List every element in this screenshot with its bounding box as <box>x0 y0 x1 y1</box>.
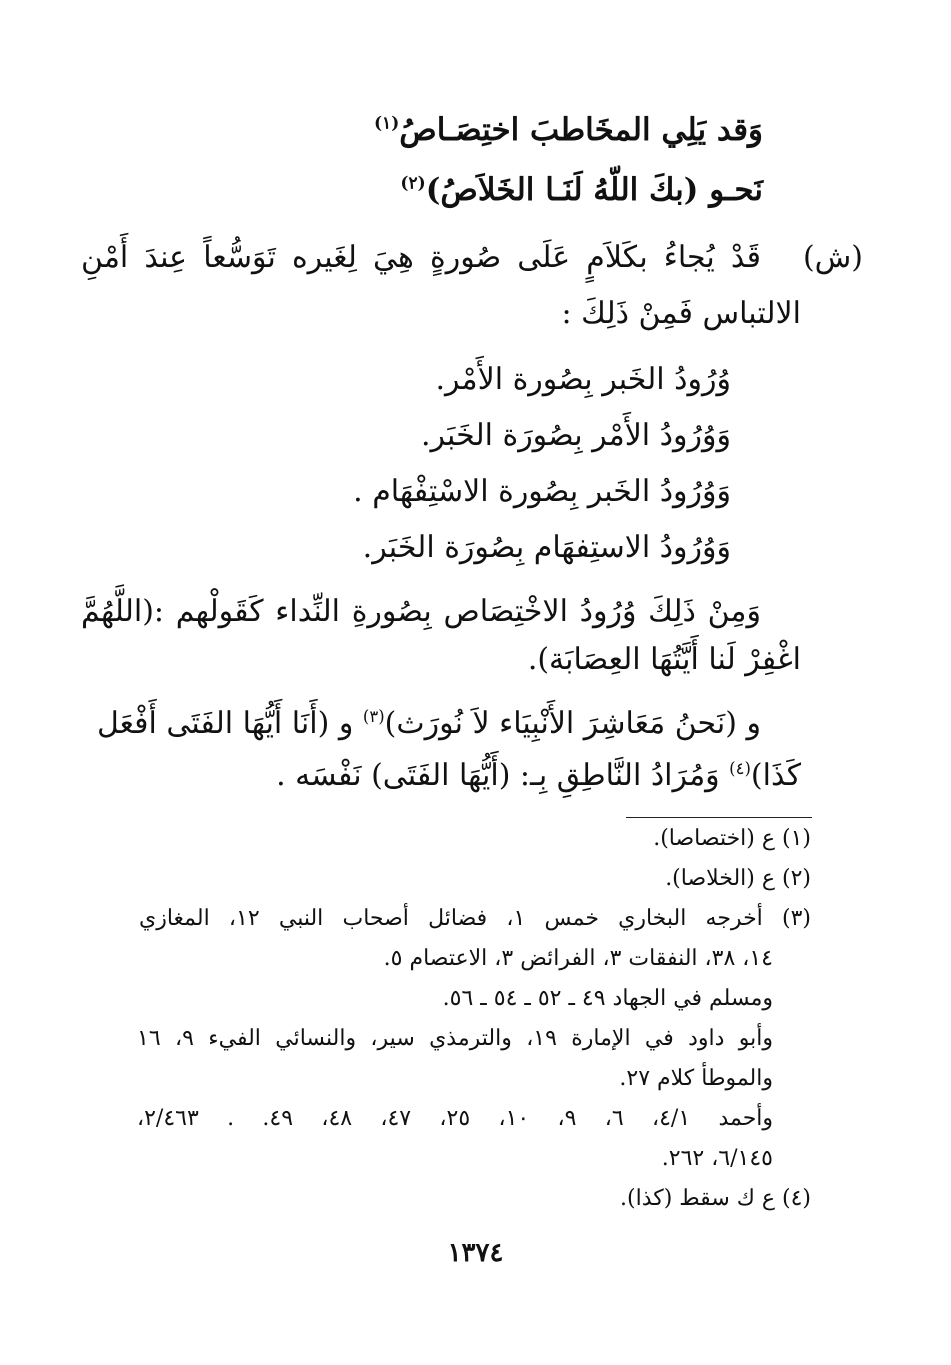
para3-line1-a: و (نَحنُ مَعَاشِرَ الأَنْبِيَاء لاَ نُورَث) <box>384 706 761 741</box>
verse-line-2 <box>400 172 763 208</box>
footnote-3-line-5: والموطأ كلام ٢٧. <box>619 1066 773 1091</box>
footnote-3-line-4: وأبو داود في الإمارة ١٩، والترمذي سير، والنسائي الفيء ٩، ١٦ <box>137 1026 774 1051</box>
list-item-2: وَوُرُودُ الأَمْر بِصُورَة الخَبَر. <box>420 418 731 453</box>
page-number: ١٣٧٤ <box>447 1238 504 1268</box>
list-item-3: وَوُرُودُ الخَبر بِصُورة الاسْتِفْهَام . <box>353 474 731 509</box>
commentary-marker: (ش) <box>802 240 863 275</box>
para1-line1: قَدْ يُجاءُ بكَلاَمٍ عَلَى صُورةٍ هِيَ لِغَيره تَوَسُّعاً عِندَ أَمْنِ <box>81 240 761 275</box>
footnote-3-line-2: ١٤، ٣٨، النفقات ٣، الفرائض ٣، الاعتصام ٥. <box>383 946 773 971</box>
para2-line2: اغْفِرْ لَنا أَيَّتُهَا العِصَابَة). <box>527 642 801 677</box>
verse-line-1-text: وَقد يَلِي المخَاطبَ اختِصَـاصُ <box>399 112 763 148</box>
para3-line1 <box>97 706 761 741</box>
verse-line-1 <box>374 112 763 148</box>
list-item-1: وُرُودُ الخَبر بِصُورة الأَمْر. <box>435 362 731 397</box>
footnote-4: (٤) ع ك سقط (كذا). <box>620 1186 811 1211</box>
footnote-ref-1: (١) <box>373 113 400 134</box>
footnote-3-line-7: ٦/١٤٥، ٢٦٢. <box>661 1146 773 1171</box>
footnote-3-line-1: (٣) أخرجه البخاري خمس ١، فضائل أصحاب النبي ١٢، المغازي <box>139 906 811 931</box>
footnote-divider <box>626 817 812 818</box>
footnote-3-line-6: وأحمد ٤/١، ٦، ٩، ١٠، ٢٥، ٤٧، ٤٨، ٤٩. . ٢/٤٦٣، <box>137 1106 774 1131</box>
footnote-ref-2: (٢) <box>400 173 426 194</box>
footnote-1: (١) ع (اختصاصا). <box>653 826 811 851</box>
para3-line1-b: و (أَنَا أَيُّهَا الفَتَى أَفْعَل <box>96 706 354 741</box>
footnote-3-line-3: ومسلم في الجهاد ٤٩ ـ ٥٢ ـ ٥٤ ـ ٥٦. <box>442 986 773 1011</box>
footnote-2: (٢) ع (الخلاصا). <box>665 866 811 891</box>
verse-line-2-text: نَحـو (بكَ اللّهُ لَنَـا الخَلاَصُ) <box>425 172 763 208</box>
para3-line2-a: كَذَا) <box>750 758 801 793</box>
footnote-ref-4: (٤) <box>729 759 751 778</box>
list-item-4: وَوُرُودُ الاستِفهَام بِصُورَة الخَبَر. <box>362 530 731 565</box>
para3-line2-b: وَمُرَادُ النَّاطِقِ بِـ: (أَيُّهَا الفَتَى) نَفْسَه . <box>276 758 720 793</box>
para3-line2 <box>276 758 801 793</box>
footnote-ref-3: (٣) <box>362 707 385 726</box>
para1-line2: الالتباس فَمِنْ ذَلِكَ : <box>561 296 801 331</box>
para2-line1: وَمِنْ ذَلِكَ وُرُودُ الاخْتِصَاص بِصُورةِ النِّداء كَقَولْهم :(اللَّهُمَّ <box>81 594 761 629</box>
